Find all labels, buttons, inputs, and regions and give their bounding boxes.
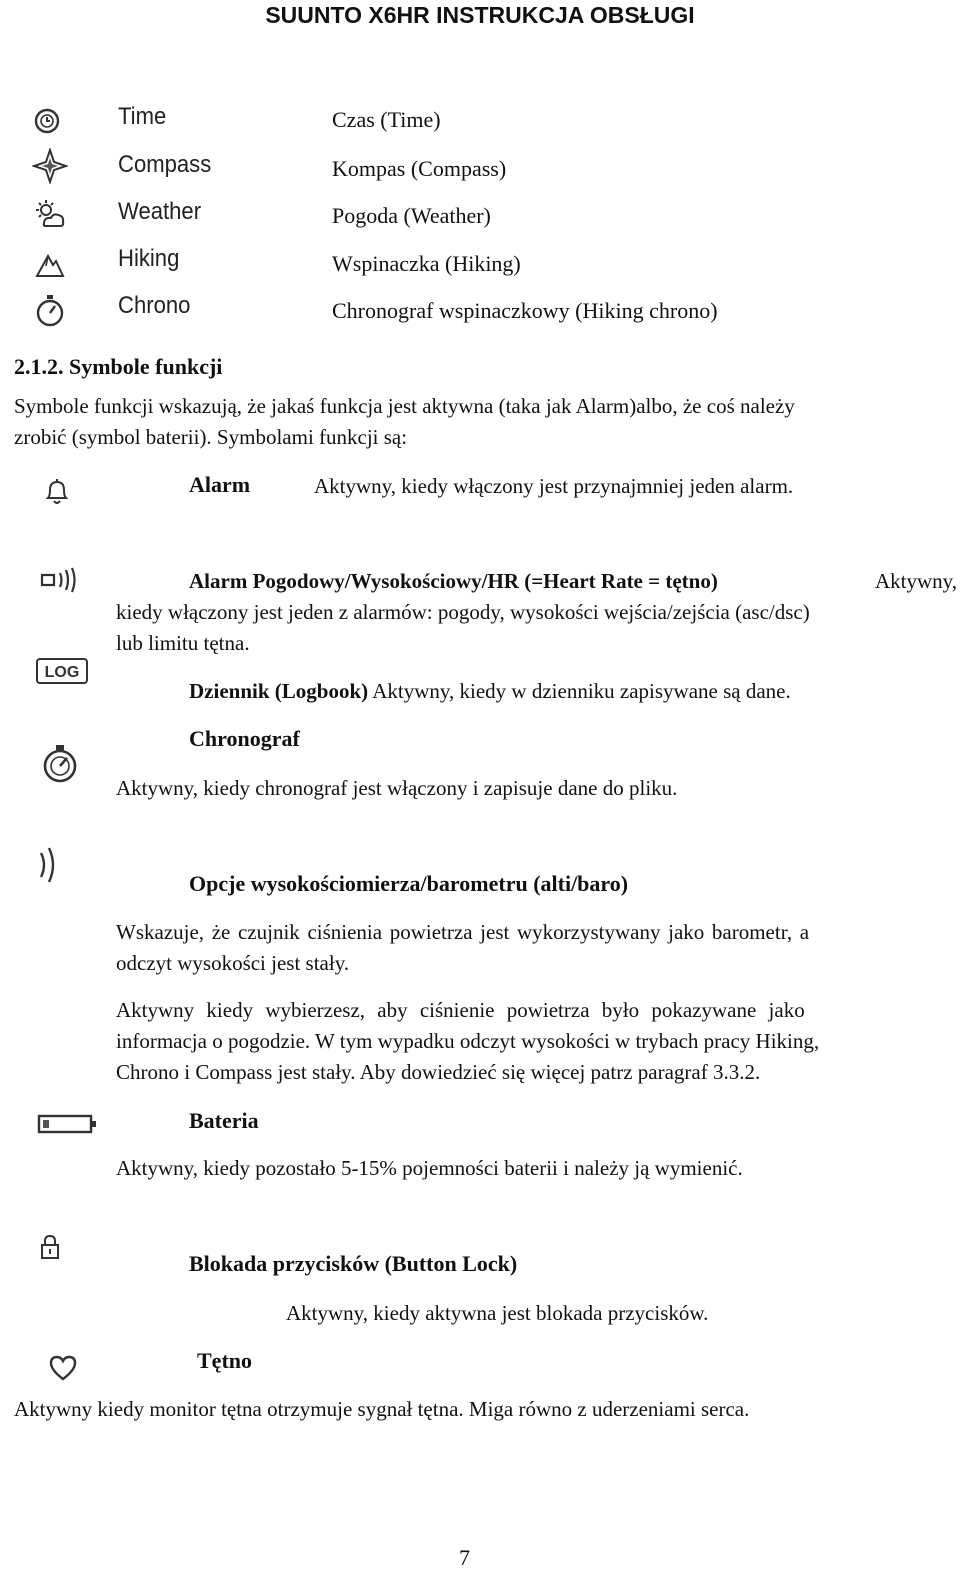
heart-name: Tętno	[197, 1348, 252, 1373]
logbook-line	[189, 676, 791, 707]
heart-icon	[47, 1354, 79, 1382]
logbook-name: Dziennik (Logbook)	[189, 679, 369, 703]
stopwatch-icon	[42, 744, 78, 784]
weather-alarm-name: Alarm Pogodowy/Wysokościowy/HR (=Heart Rate = tętno)	[189, 569, 718, 593]
log-icon	[36, 658, 88, 684]
weather-sun-cloud-icon	[34, 198, 66, 230]
menu-label-time: Time	[118, 103, 167, 130]
mountain-icon	[35, 252, 65, 278]
logbook-desc: Aktywny, kiedy w dzienniku zapisywane są dane.	[372, 679, 791, 703]
altibaro-p2-line1: Aktywny kiedy wybierzesz, aby ciśnienie powietrza było pokazywane jako	[116, 998, 805, 1022]
menu-desc-weather: Pogoda (Weather)	[332, 203, 491, 228]
alarm-name: Alarm	[189, 472, 251, 497]
altibaro-name: Opcje wysokościomierza/barometru (alti/baro)	[189, 871, 629, 896]
menu-label-compass: Compass	[118, 151, 212, 178]
bell-icon	[42, 476, 72, 506]
menu-label-weather: Weather	[118, 198, 202, 225]
weather-alarm-line3: lub limitu tętna.	[116, 631, 250, 655]
signal-waves-icon	[37, 845, 65, 885]
altibaro-p1-line2: odczyt wysokości jest stały.	[116, 951, 350, 975]
menu-label-hiking: Hiking	[118, 245, 180, 272]
alarm-desc: Aktywny, kiedy włączony jest przynajmniej jeden alarm.	[314, 474, 794, 498]
lock-desc: Aktywny, kiedy aktywna jest blokada przycisków.	[286, 1301, 709, 1325]
battery-icon	[37, 1113, 99, 1135]
alarm-sound-icon	[40, 566, 80, 594]
weather-alarm-line1	[189, 566, 957, 597]
page-number: 7	[459, 1545, 470, 1570]
lock-name: Blokada przycisków (Button Lock)	[189, 1251, 518, 1276]
heart-desc: Aktywny kiedy monitor tętna otrzymuje sygnał tętna. Miga równo z uderzeniami serca.	[14, 1397, 750, 1421]
compass-icon	[32, 148, 68, 184]
menu-label-chrono: Chrono	[118, 292, 191, 319]
altibaro-p2-line3: Chrono i Compass jest stały. Aby dowiedzieć się więcej patrz paragraf 3.3.2.	[116, 1060, 761, 1084]
document-header: SUUNTO X6HR INSTRUKCJA OBSŁUGI	[265, 2, 695, 28]
stopwatch-icon	[35, 294, 65, 328]
menu-desc-time: Czas (Time)	[332, 107, 441, 132]
section-title: 2.1.2. Symbole funkcji	[14, 354, 223, 379]
section-intro-line1: Symbole funkcji wskazują, że jakaś funkcja jest aktywna (taka jak Alarm)albo, że coś należy	[14, 394, 795, 418]
menu-desc-compass: Kompas (Compass)	[332, 156, 507, 181]
clock-icon	[33, 106, 61, 136]
battery-name: Bateria	[189, 1108, 259, 1133]
chrono-name: Chronograf	[189, 726, 300, 751]
section-intro-line2: zrobić (symbol baterii). Symbolami funkcji są:	[14, 425, 408, 449]
weather-alarm-line2: kiedy włączony jest jeden z alarmów: pogody, wysokości wejścia/zejścia (asc/dsc)	[116, 600, 810, 624]
altibaro-p2-line2: informacja o pogodzie. W tym wypadku odczyt wysokości w trybach pracy Hiking,	[116, 1029, 820, 1053]
weather-alarm-line1-rest: Aktywny,	[874, 569, 957, 593]
log-icon-text: LOG	[44, 664, 80, 681]
menu-desc-hiking: Wspinaczka (Hiking)	[332, 251, 521, 276]
chrono-desc: Aktywny, kiedy chronograf jest włączony i zapisuje dane do pliku.	[116, 776, 678, 800]
menu-desc-chrono: Chronograf wspinaczkowy (Hiking chrono)	[332, 298, 718, 323]
battery-desc: Aktywny, kiedy pozostało 5-15% pojemności baterii i należy ją wymienić.	[116, 1156, 743, 1180]
altibaro-p1-line1: Wskazuje, że czujnik ciśnienia powietrza jest wykorzystywany jako barometr, a	[116, 920, 810, 944]
lock-icon	[38, 1234, 62, 1260]
